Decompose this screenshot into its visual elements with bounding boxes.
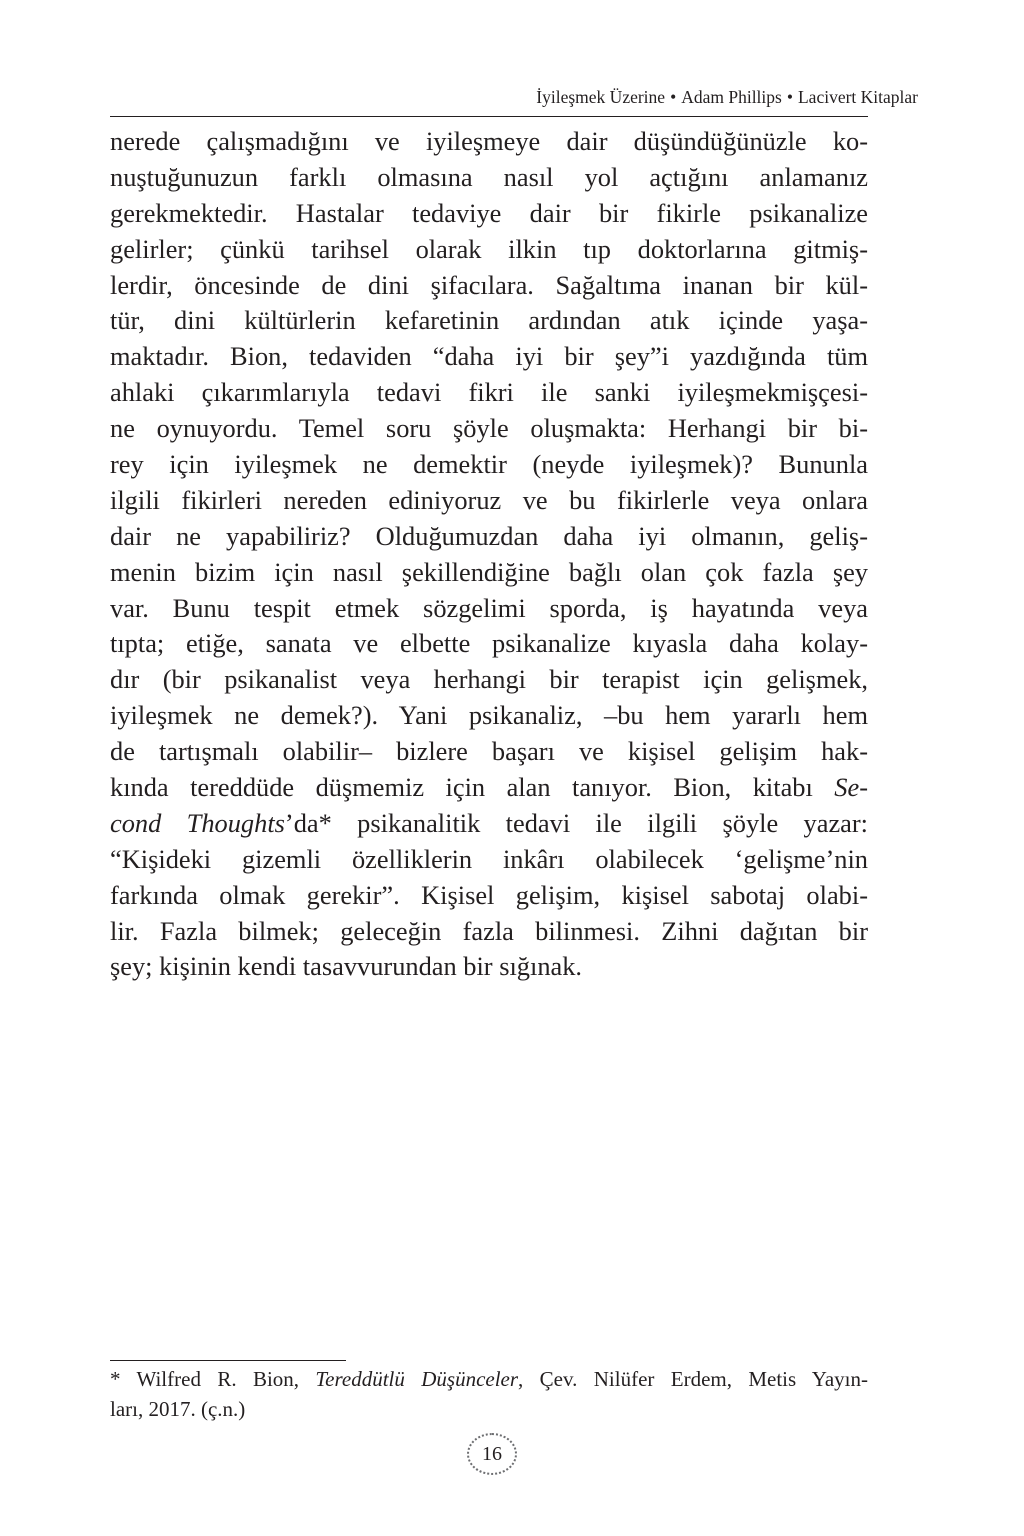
text-line: nuştuğunuzun farklı olmasına nasıl yol açtığını anlamanız — [110, 161, 868, 192]
text-line-with-italic — [110, 806, 868, 842]
text-line: de tartışmalı olabilir– bizlere başarı ve kişisel gelişim hak- — [110, 736, 868, 767]
text-line: var. Bunu tespit etmek sözgelimi sporda, iş hayatında veya — [110, 592, 868, 623]
text-line-with-italic — [110, 770, 868, 806]
text-line: maktadır. Bion, tedaviden “daha iyi bir şey”i yazdığında tüm — [110, 341, 868, 372]
italic-title-fragment: Se- — [834, 772, 868, 803]
header-rule — [110, 116, 868, 117]
text-line: lir. Fazla bilmek; geleceğin fazla bilinmesi. Zihni dağıtan bir — [110, 915, 868, 946]
text-line: nerede çalışmadığını ve iyileşmeye dair düşündüğünüzle ko- — [110, 126, 868, 156]
text-line: dır (bir psikanalist veya herhangi bir terapist için gelişmek, — [110, 664, 868, 695]
italic-title-fragment: cond Thoughts — [110, 807, 285, 838]
text-line: farkında olmak gerekir”. Kişisel gelişim, kişisel sabotaj olabi- — [110, 879, 868, 910]
author-name: Adam Phillips — [681, 87, 782, 107]
footnote-line: ları, 2017. (ç.n.) — [110, 1397, 246, 1421]
footnote-line — [110, 1364, 868, 1394]
text-line: gelirler; çünkü tarihsel olarak ilkin tıp doktorlarına gitmiş- — [110, 233, 868, 264]
footnote-book-title: Tereddütlü Düşünceler — [315, 1367, 519, 1391]
body-paragraph — [110, 124, 868, 985]
footnote-author: * Wilfred R. Bion, — [110, 1367, 300, 1391]
footnote-rule — [110, 1360, 346, 1361]
header-bullet: • — [786, 87, 793, 107]
text-line: iyileşmek ne demek?). Yani psikanaliz, –bu hem yararlı hem — [110, 700, 868, 731]
text-line: rey için iyileşmek ne demektir (neyde iyileşmek)? Bununla — [110, 449, 868, 480]
text-line: gerekmektedir. Hastalar tedaviye dair bir fikirle psikanalize — [110, 197, 868, 228]
text-line: tür, dini kültürlerin kefaretinin ardından atık içinde yaşa- — [110, 305, 868, 336]
running-header — [110, 86, 918, 108]
text-line: “Kişideki gizemli özelliklerin inkârı olabilecek ‘gelişme’nin — [110, 843, 868, 874]
header-bullet: • — [670, 87, 677, 107]
publisher-name: Lacivert Kitaplar — [797, 87, 918, 107]
text-line: menin bizim için nasıl şekillendiğine bağlı olan çok fazla şey — [110, 556, 868, 587]
text-line: şey; kişinin kendi tasavvurundan bir sığınak. — [110, 951, 583, 982]
text-line: tıpta; etiğe, sanata ve elbette psikanalize kıyasla daha kolay- — [110, 628, 868, 659]
text-segment: ’da* psikanalitik tedavi ile ilgili şöyle yazar: — [284, 807, 868, 838]
book-title: İyileşmek Üzerine — [536, 87, 666, 107]
text-line: lerdir, öncesinde de dini şifacılara. Sağaltıma inanan bir kül- — [110, 269, 868, 300]
text-line: ne oynuyordu. Temel soru şöyle oluşmakta: Herhangi bir bi- — [110, 413, 868, 444]
page-number — [467, 1433, 517, 1475]
footnote — [110, 1364, 868, 1424]
text-line: ilgili fikirleri nereden ediniyoruz ve bu fikirlerle veya onlara — [110, 484, 868, 515]
text-segment: kında tereddüde düşmemiz için alan tanıyor. Bion, kitabı — [110, 772, 813, 803]
footnote-details: , Çev. Nilüfer Erdem, Metis Yayın- — [518, 1367, 868, 1391]
page-number-text: 16 — [482, 1442, 502, 1465]
text-line: ahlaki çıkarımlarıyla tedavi fikri ile sanki iyileşmekmişçesi- — [110, 377, 868, 408]
text-line: dair ne yapabiliriz? Olduğumuzdan daha iyi olmanın, geliş- — [110, 520, 868, 551]
